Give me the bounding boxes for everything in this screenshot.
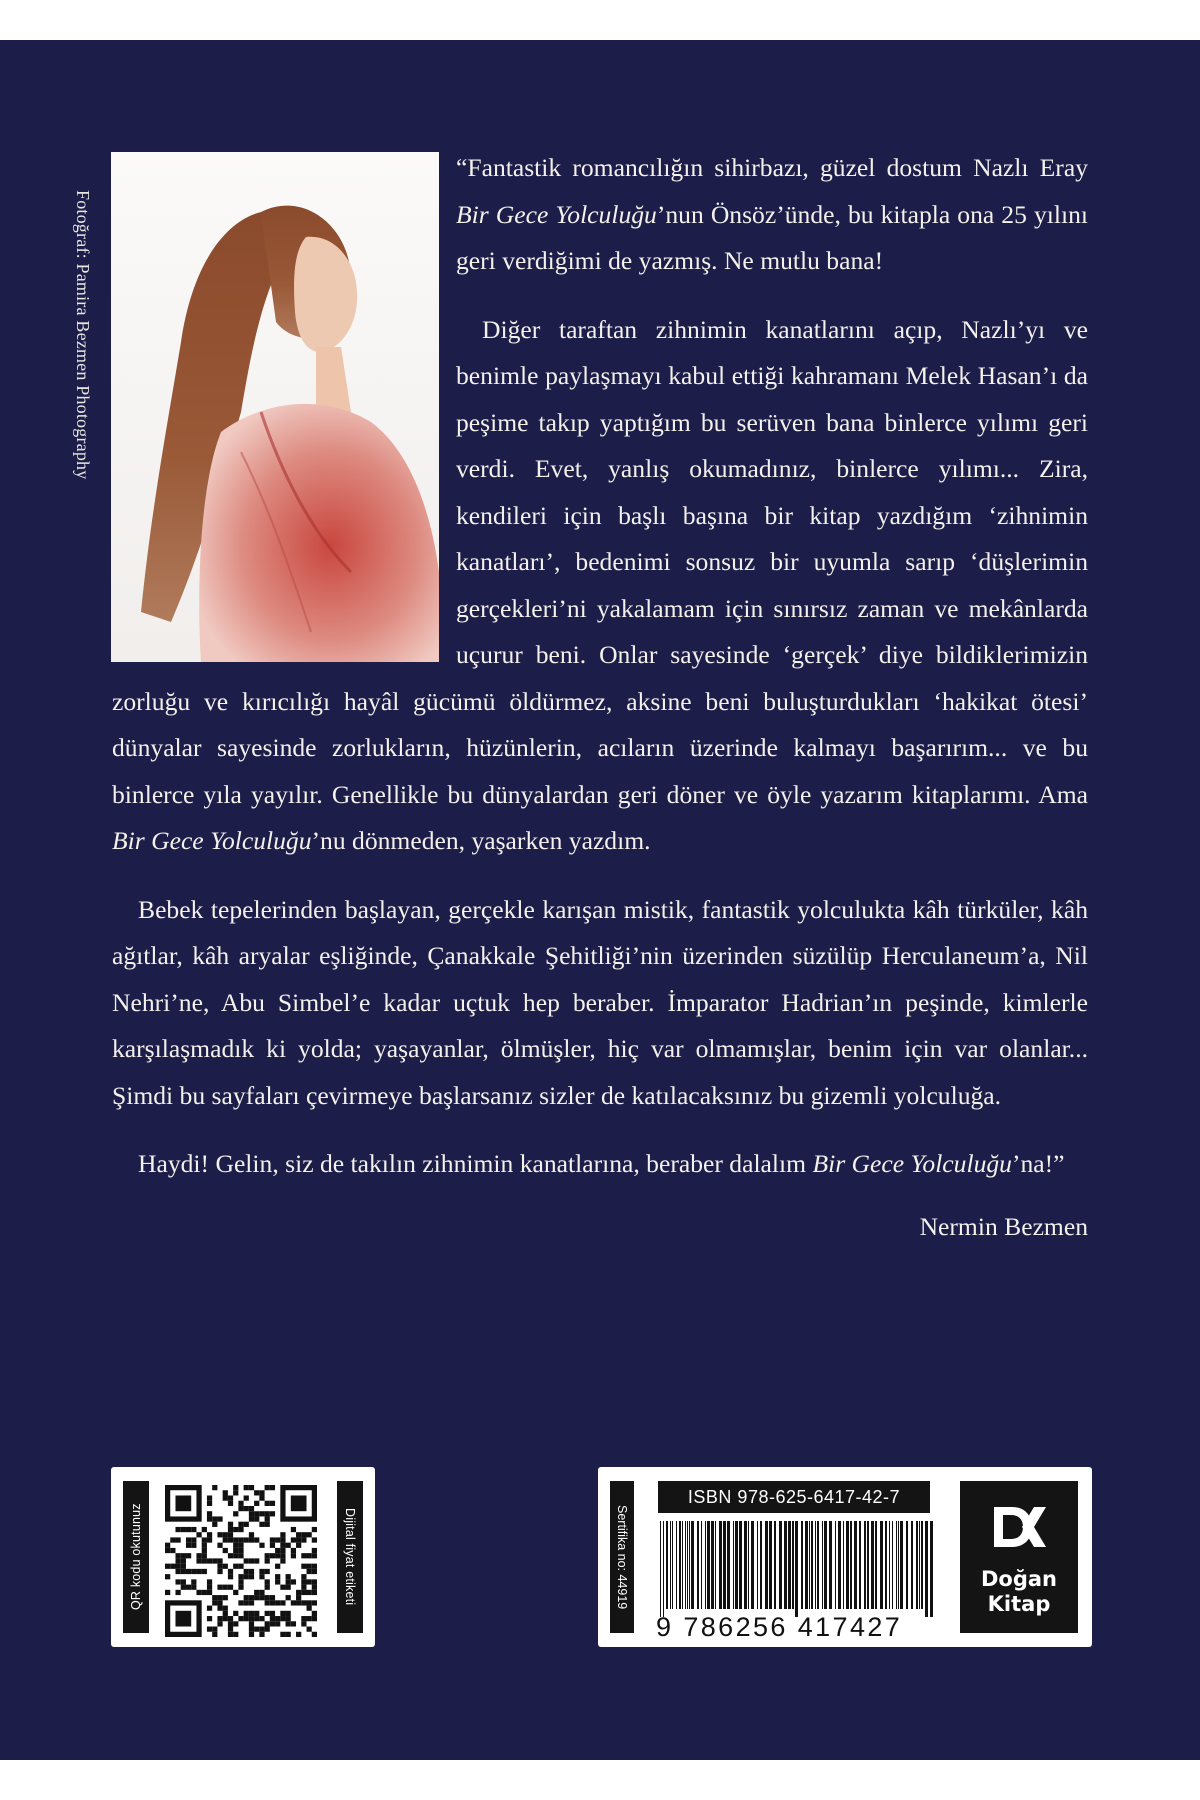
blurb-paragraph: Diğer taraftan zihnimin kanatlarını açıp, Nazlı’yı ve benimle paylaşmayı kabul ettiği kahramanı Melek Hasan’ı da peşime takıp yaptığım bu serüven bana binlerce yılımı geri verdi. Evet, yanlış okumadınız, binlerce yılımı... Zira, kendileri için başlı başına bir kitap yazdığım ‘zihnimin kanatları’, bedenimi sonsuz bir uyumla sarıp ‘düşlerimin gerçekleri’ni yakalamam için sınırsız zaman ve mekânlarda uçurur beni. Onlar sayesinde ‘gerçek’ diye bildiklerimizin zorluğu ve kırıcılığı hayâl gücümü öldürmez, aksine beni buluşturdukları ‘hakikat ötesi’ dünyalar sayesinde zorlukların, hüzünlerin, acıların üzerinde kalmayı başarırım... ve bu binlerce yıla yayılır. Genellikle bu dünyalardan geri döner ve öyle yazarım kitaplarımı. Ama Bir Gece Yolculuğu’nu dönmeden, yaşarken yazdım. (112, 314, 1088, 855)
qr-price-label (111, 1467, 375, 1647)
blurb-paragraph: Bebek tepelerinden başlayan, gerçekle karışan mistik, fantastik yolculukta kâh türküler, kâh ağıtlar, kâh aryalar eşliğinde, Çanakkale Şehitliği’nin üzerinden süzülüp Herculaneum’a, Nil Nehri’ne, Abu Simbel’e kadar uçtuk hep beraber. İmparator Hadrian’ın peşinde, kimlerle karşılaşmadık ki yolda; yaşayanlar, ölmüşler, hiç var olmamışlar, benim için var olanlar... Şimdi bu sayfaları çevirmeye başlarsanız sizler de katılacaksınız bu gizemli yolculuğa. (112, 894, 1088, 1110)
isbn-barcode-panel (598, 1467, 1092, 1647)
back-cover (0, 40, 1200, 1760)
book-title: Bir Gece Yolculuğu (456, 199, 657, 229)
digital-price-label: Dijital fiyat etiketi (337, 1481, 363, 1633)
qr-code-icon[interactable] (165, 1485, 317, 1637)
qr-instruction-label: QR kodu okutunuz (123, 1481, 149, 1633)
publisher-logo (960, 1481, 1078, 1633)
book-title: Bir Gece Yolculuğu (112, 826, 312, 855)
dk-monogram-icon (990, 1503, 1050, 1551)
publisher-name-line1: Doğan (980, 1567, 1057, 1591)
book-title: Bir Gece Yolculuğu (812, 1149, 1012, 1178)
isbn-number: ISBN 978-625-6417-42-7 (658, 1481, 930, 1513)
author-signature: Nermin Bezmen (919, 1211, 1088, 1241)
blurb-text (112, 145, 1088, 1272)
photo-credit: Fotoğraf: Pamira Bezmen Photography (73, 190, 93, 480)
ean-digits: 9 786256 417427 (656, 1612, 903, 1642)
publisher-name-line2: Kitap (987, 1592, 1051, 1616)
blurb-paragraph: Haydi! Gelin, siz de takılın zihnimin kanatlarına, beraber dalalım Bir Gece Yolculuğu’na!” (138, 1149, 1065, 1178)
certificate-number: Sertifika no: 44919 (610, 1481, 634, 1633)
barcode-icon (656, 1521, 936, 1617)
blurb-paragraph: “Fantastik romancılığın sihirbazı, güzel dostum Nazlı Eray Bir Gece Yolculuğu’nun Önsöz’ünde, bu kitapla ona 25 yılını geri verdiğimi de yazmış. Ne mutlu bana! (456, 153, 1089, 275)
